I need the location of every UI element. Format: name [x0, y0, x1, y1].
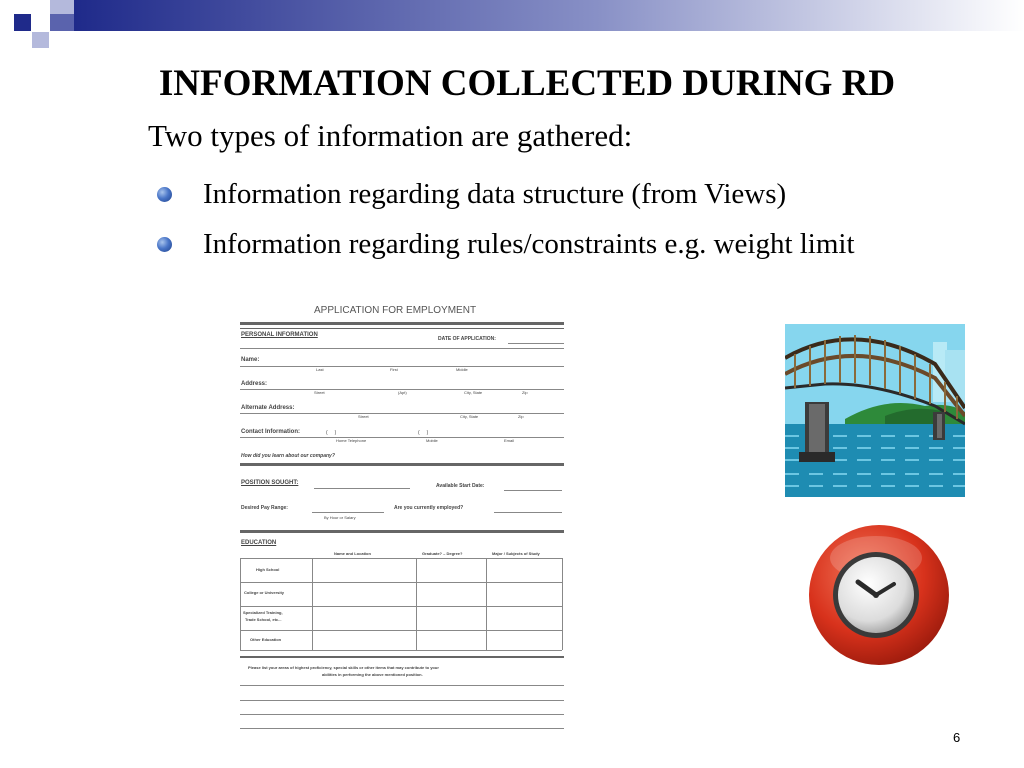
form-mobile-label: Mobile: [426, 438, 438, 443]
form-zip-label: Zip: [522, 390, 528, 395]
bridge-clipart-icon: [785, 324, 965, 497]
form-divider: [240, 656, 564, 658]
form-pay-label: Desired Pay Range:: [241, 505, 288, 511]
form-table-line: [240, 558, 562, 559]
form-line: [240, 700, 564, 701]
form-street-label-2: Street: [358, 414, 369, 419]
form-line: [504, 490, 562, 491]
form-divider: [240, 322, 564, 325]
form-email-label: Email: [504, 438, 515, 443]
form-paren: ( ): [326, 430, 337, 436]
form-col-graduate: Graduate? – Degree?: [422, 551, 463, 556]
form-line: [240, 714, 564, 715]
form-divider: [240, 530, 564, 533]
bullet-text: Information regarding data structure (from Views): [203, 178, 787, 210]
form-line: [312, 512, 384, 513]
form-date-label: DATE OF APPLICATION:: [438, 336, 496, 342]
form-proficiency-2: abilities in performing the above mentioned position.: [322, 672, 423, 677]
form-table-line: [240, 606, 562, 607]
employment-application-form-image: [238, 300, 566, 732]
form-table-line: [240, 650, 562, 651]
form-name-label: Name:: [241, 357, 260, 363]
form-employed-label: Are you currently employed?: [394, 505, 464, 511]
form-row-specialized-2: Trade School, etc...: [245, 617, 282, 622]
bullet-icon: [157, 187, 172, 202]
form-line: [240, 437, 564, 438]
form-line: [240, 413, 564, 414]
form-start-date-label: Available Start Date:: [436, 483, 485, 489]
form-first-label: First: [390, 367, 398, 372]
form-alt-address-label: Alternate Address:: [241, 405, 295, 411]
bullet-item: [155, 172, 855, 222]
slide-title: INFORMATION COLLECTED DURING RD: [158, 63, 896, 104]
form-address-label: Address:: [241, 381, 268, 387]
form-table-vline: [562, 558, 563, 650]
form-line: [314, 488, 410, 489]
form-proficiency-1: Please list your areas of highest proficiency, special skills or other items that may contribute to your: [248, 665, 439, 670]
form-line: [240, 728, 564, 729]
bullet-text: Information regarding rules/constraints e.g. weight limit: [203, 228, 855, 260]
form-home-tel-label: Home Telephone: [336, 438, 367, 443]
clock-icon: [806, 522, 952, 668]
form-line: [494, 512, 562, 513]
form-table-vline: [240, 558, 241, 650]
form-col-major: Major / Subjects of Study: [492, 551, 540, 556]
bullet-list: [155, 172, 855, 272]
form-how-learn-label: How did you learn about our company?: [241, 453, 335, 459]
form-city-state-label-2: City, State: [460, 414, 479, 419]
form-row-high-school: High School: [256, 567, 280, 572]
form-divider: [240, 328, 564, 329]
form-table-line: [240, 582, 562, 583]
form-line: [240, 685, 564, 686]
form-line: [240, 366, 564, 367]
form-line: [508, 343, 564, 344]
form-middle-label: Middle: [456, 367, 468, 372]
form-table-vline: [486, 558, 487, 650]
bullet-item: [155, 222, 855, 272]
form-last-label: Last: [316, 367, 324, 372]
form-hour-salary-label: By Hour or Salary: [324, 515, 356, 520]
form-table-vline: [416, 558, 417, 650]
form-title: APPLICATION FOR EMPLOYMENT: [314, 305, 477, 316]
form-city-state-label: City, State: [464, 390, 483, 395]
form-zip-label-2: Zip: [518, 414, 524, 419]
form-col-name-location: Name and Location: [334, 551, 371, 556]
form-table-vline: [312, 558, 313, 650]
form-table-line: [240, 630, 562, 631]
page-number: 6: [953, 730, 961, 745]
form-row-other: Other Education: [250, 637, 282, 642]
form-row-specialized-1: Specialized Training,: [243, 610, 283, 615]
form-paren: ( ): [418, 430, 429, 436]
form-line: [240, 348, 564, 349]
header-gradient-bar: [0, 0, 1024, 48]
form-education-label: EDUCATION: [241, 540, 277, 546]
form-contact-label: Contact Information:: [241, 429, 300, 435]
form-street-label: Street: [314, 390, 325, 395]
form-position-label: POSITION SOUGHT:: [241, 480, 299, 486]
form-row-college: College or University: [244, 590, 285, 595]
bullet-icon: [157, 237, 172, 252]
form-section-personal: PERSONAL INFORMATION: [241, 332, 318, 338]
form-divider: [240, 463, 564, 466]
form-apt-label: (Apt): [398, 390, 407, 395]
slide-subtitle: Two types of information are gathered:: [148, 118, 633, 153]
